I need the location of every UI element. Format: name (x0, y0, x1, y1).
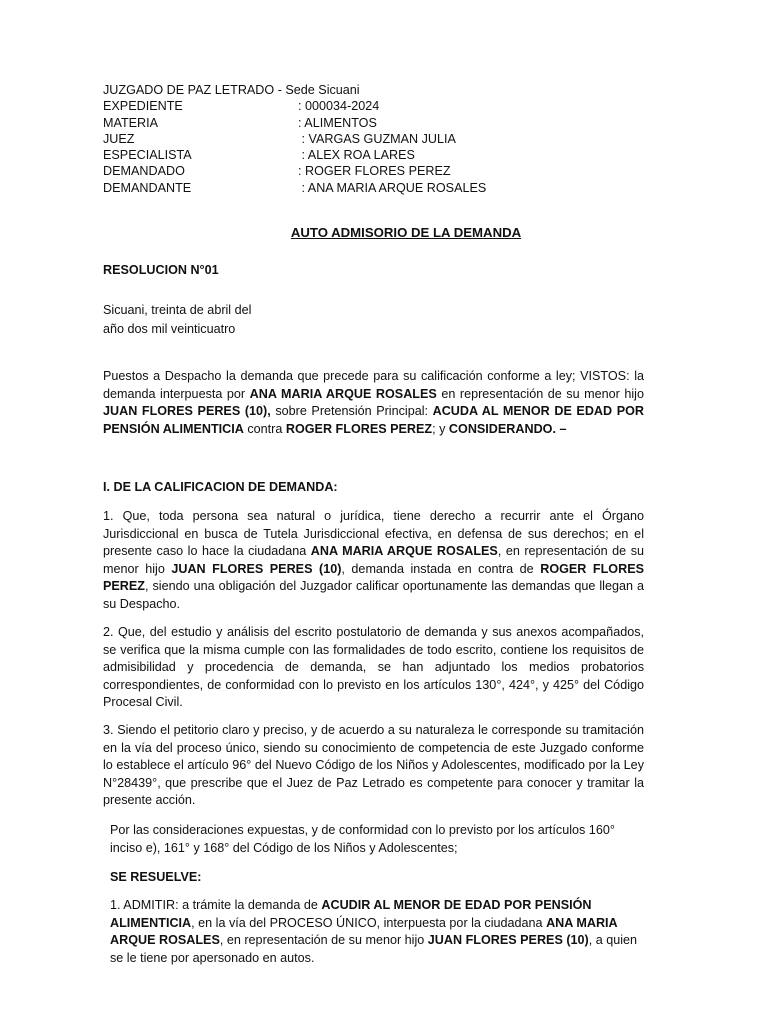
text-run: en representación de su menor hijo (436, 386, 644, 401)
paragraph-3 (103, 722, 644, 810)
paragraph-text: 3. Siendo el petitorio claro y preciso, y de acuerdo a su naturaleza le corresponde su tramitación en la vía del proceso único, siendo su conocimiento de competencia de este Juzgado conforme lo establece el artículo 96° del Nuevo Código de los Niños y Adolescentes, modificado por la Ley N°28439°, que prescribe que el Juez de Paz Letrado es competente para conocer y tramitar la presente acción. (103, 723, 644, 807)
header-value: : VARGAS GUZMAN JULIA (298, 131, 456, 146)
text-run: sobre Pretensión Principal: (270, 404, 433, 418)
header-label: EXPEDIENTE (103, 99, 183, 114)
text-run: , en la vía del PROCESO ÚNICO, interpuesta por la ciudadana (191, 915, 547, 930)
admit-paragraph (110, 897, 646, 967)
place-date-line: Sicuani, treinta de abril del (103, 303, 252, 317)
header-row-especialista (103, 147, 486, 163)
paragraph-2 (103, 624, 644, 712)
text-run: 1. Que, toda persona sea natural o jurídica, tiene derecho a recurrir ante el Órgano Jurisdiccional en busca de Tutela Jurisdiccional efectiva, en defensa de sus derechos; en el presente caso lo hace la ciudadana (103, 509, 644, 558)
bold-run: ANA MARIA ARQUE ROSALES (110, 915, 618, 947)
paragraph-1 (103, 508, 644, 613)
header-value: : ALEX ROA LARES (298, 148, 415, 163)
bold-run: CONSIDERANDO. – (448, 421, 567, 436)
bold-run: JUAN FLORES PERES (10) (427, 933, 589, 947)
text-run: Puestos a Despacho la demanda que precede para su calificación conforme a ley; VISTOS: la demanda interpuesta por (103, 369, 644, 401)
header-value: : ALIMENTOS (298, 115, 377, 130)
header-value: : ROGER FLORES PEREZ (298, 164, 451, 179)
bold-run: ANA MARIA ARQUE ROSALES (310, 544, 498, 558)
header-row-demandado (103, 163, 486, 179)
bold-run: ROGER FLORES PEREZ (103, 561, 645, 593)
bold-run: ROGER FLORES PEREZ (285, 421, 433, 436)
court-name: JUZGADO DE PAZ LETRADO - Sede Sicuani (103, 83, 360, 97)
header-value: : 000034-2024 (298, 99, 380, 114)
text-run: , en representación de su menor hijo (103, 544, 644, 576)
bold-run: JUAN FLORES PERES (10) (171, 561, 342, 576)
header-label: DEMANDADO (103, 164, 185, 179)
text-run: , demanda instada en contra de (341, 561, 541, 576)
header-row-juez (103, 131, 486, 147)
paragraph-text: 2. Que, del estudio y análisis del escrito postulatorio de demanda y sus anexos acompañados, se verifica que la misma cumple con las formalidades de todo escrito, contiene los requisitos de admisibilidad y procedencia de demanda, se han adjuntado los medios probatorios correspondientes, de conformidad con lo previsto en los artículos 130°, 424°, y 425° del Código Procesal Civil. (103, 625, 644, 709)
header-label: DEMANDANTE (103, 180, 192, 195)
case-header (103, 82, 486, 196)
header-row-demandante (103, 180, 486, 196)
bold-run: ACUDA AL MENOR DE EDAD POR PENSIÓN ALIMENTICIA (103, 404, 644, 436)
header-row-expediente (103, 98, 486, 114)
header-label: MATERIA (103, 115, 159, 130)
header-row-materia (103, 115, 486, 131)
header-label: JUEZ (103, 131, 135, 146)
intro-paragraph (103, 368, 644, 438)
bold-run: JUAN FLORES PERES (10), (103, 404, 271, 418)
header-value: : ANA MARIA ARQUE ROSALES (298, 180, 487, 195)
text-run: 1. ADMITIR: a trámite la demanda de (110, 898, 322, 912)
text-run: contra (243, 421, 286, 436)
paragraph-text: Por las consideraciones expuestas, y de conformidad con lo previsto por los artículos 160° inciso e), 161° y 168° del Código de los Niños y Adolescentes; (110, 823, 615, 855)
text-run: , siendo una obligación del Juzgador calificar oportunamente las demandas que llegan a su Despacho. (103, 579, 644, 611)
considerations-paragraph (110, 822, 646, 857)
text-run: ; y (432, 421, 449, 436)
header-label: ESPECIALISTA (103, 148, 192, 163)
document-title: AUTO ADMISORIO DE LA DEMANDA (290, 225, 522, 240)
bold-run: ACUDIR AL MENOR DE EDAD POR PENSIÓN ALIMENTICIA (110, 898, 592, 930)
place-date (103, 301, 251, 339)
text-run: , a quien se le tiene por apersonado en autos. (110, 933, 638, 965)
resolution-number: RESOLUCION N°01 (103, 263, 219, 277)
place-date-line: año dos mil veinticuatro (103, 322, 236, 336)
bold-run: ANA MARIA ARQUE ROSALES (249, 386, 437, 401)
resolves-heading: SE RESUELVE: (110, 870, 202, 884)
text-run: , en representación de su menor hijo (219, 933, 428, 947)
section-heading: I. DE LA CALIFICACION DE DEMANDA: (103, 480, 338, 494)
